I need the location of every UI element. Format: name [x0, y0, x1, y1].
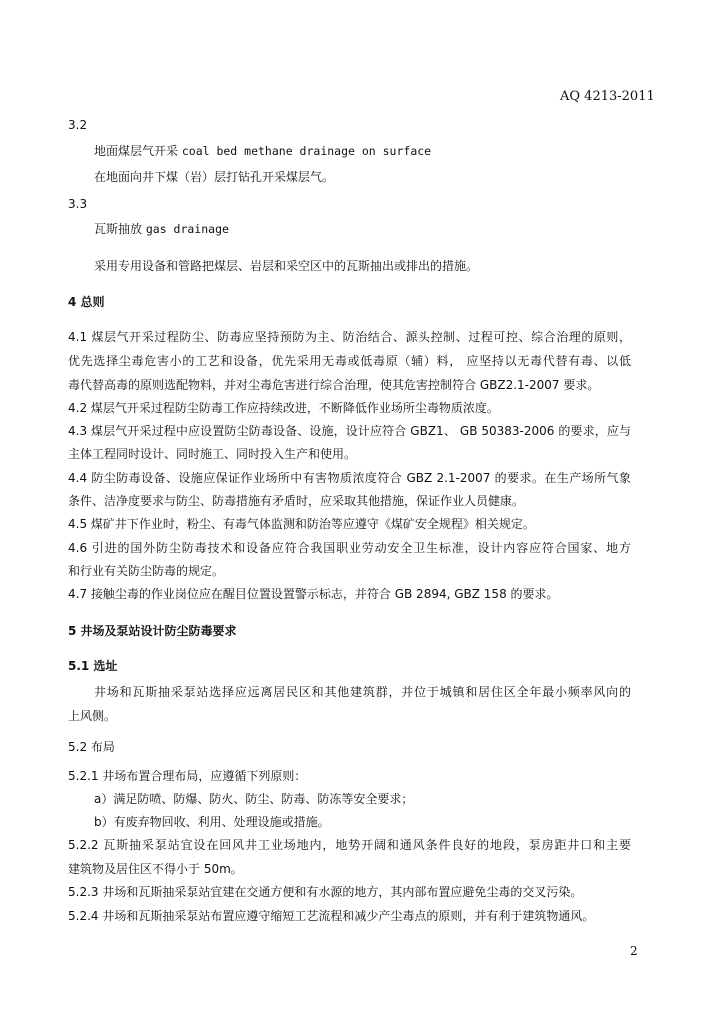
clause-4-6-line: 和行业有关防尘防毒的规定。 — [68, 564, 225, 578]
clause-3-3-definition: 采用专用设备和管路把煤层、岩层和采空区中的瓦斯抽出或排出的措施。 — [94, 259, 479, 273]
clause-5-2-4: 5.2.4 井场和瓦斯抽采泵站布置应遵守缩短工艺流程和减少产尘毒点的原则，并有利于建筑物通风。 — [68, 909, 595, 923]
clause-4-1-line: 4.1 煤层气开采过程防尘、防毒应坚持预防为主、防治结合、源头控制、过程可控、综合治理的原则， — [68, 330, 631, 344]
clause-3-3-term — [94, 221, 229, 237]
term-en: coal bed methane drainage on surface — [181, 144, 432, 158]
clause-5-2-heading: 5.2 布局 — [68, 740, 115, 754]
clause-3-2-definition: 在地面向井下煤（岩）层打钻孔开采煤层气。 — [94, 170, 335, 184]
clause-3-3-number: 3.3 — [68, 197, 88, 211]
term-cn: 地面煤层气开采 — [94, 144, 179, 158]
clause-4-2: 4.2 煤层气开采过程防尘防毒工作应持续改进，不断降低作业场所尘毒物质浓度。 — [68, 401, 499, 415]
term-en: gas drainage — [145, 222, 229, 236]
clause-3-2-term — [94, 143, 431, 159]
clause-5-2-2-line: 5.2.2 瓦斯抽采泵站宜设在回风井工业场地内，地势开阔和通风条件良好的地段，泵房距井口和主要 — [68, 838, 631, 852]
clause-4-3-line: 主体工程同时设计、同时施工、同时投入生产和使用。 — [68, 447, 357, 461]
clause-5-2-1: 5.2.1 井场布置合理布局，应遵循下列原则： — [68, 769, 307, 783]
clause-5-1-heading: 5.1 选址 — [68, 659, 118, 673]
list-item-b: b）有废弃物回收、利用、处理设施或措施。 — [94, 815, 330, 829]
clause-4-1-line: 优先选择尘毒危害小的工艺和设备，优先采用无毒或低毒原（辅）料， 应坚持以无毒代替有毒、以低 — [68, 354, 631, 368]
term-cn: 瓦斯抽放 — [94, 222, 143, 236]
list-item-a: a）满足防喷、防爆、防火、防尘、防毒、防冻等安全要求； — [94, 792, 414, 806]
clause-5-1-line: 井场和瓦斯抽采泵站选择应远离居民区和其他建筑群，并位于城镇和居住区全年最小频率风向的 — [94, 685, 631, 699]
clause-5-1-line: 上风侧。 — [68, 709, 117, 723]
section-4-heading: 4 总则 — [68, 295, 105, 309]
clause-4-4-line: 条件、洁净度要求与防尘、防毒措施有矛盾时，应采取其他措施，保证作业人员健康。 — [68, 494, 525, 508]
clause-5-2-3: 5.2.3 井场和瓦斯抽采泵站宜建在交通方便和有水源的地方，其内部布置应避免尘毒的交叉污染。 — [68, 885, 583, 899]
document-code: AQ 4213-2011 — [560, 89, 655, 104]
clause-4-4-line: 4.4 防尘防毒设备、设施应保证作业场所中有害物质浓度符合 GBZ 2.1-2007 的要求。在生产场所气象 — [68, 471, 631, 485]
clause-4-5: 4.5 煤矿井下作业时，粉尘、有毒气体监测和防治等应遵守《煤矿安全规程》相关规定。 — [68, 517, 535, 531]
clause-4-6-line: 4.6 引进的国外防尘防毒技术和设备应符合我国职业劳动安全卫生标准，设计内容应符合国家、地方 — [68, 541, 631, 555]
clause-4-3-line: 4.3 煤层气开采过程中应设置防尘防毒设备、设施，设计应符合 GBZ1、 GB 50383-2006 的要求，应与 — [68, 424, 631, 438]
clause-5-2-2-line: 建筑物及居住区不得小于 50m。 — [68, 862, 243, 876]
clause-4-7: 4.7 接触尘毒的作业岗位应在醒目位置设置警示标志，并符合 GB 2894, GBZ 158 的要求。 — [68, 587, 559, 601]
page-number: 2 — [630, 944, 638, 958]
clause-4-1-line: 毒代替高毒的原则选配物料，并对尘毒危害进行综合治理，使其危害控制符合 GBZ2.1-2007 要求。 — [68, 378, 600, 392]
clause-3-2-number: 3.2 — [68, 118, 88, 132]
section-5-heading: 5 井场及泵站设计防尘防毒要求 — [68, 624, 237, 638]
